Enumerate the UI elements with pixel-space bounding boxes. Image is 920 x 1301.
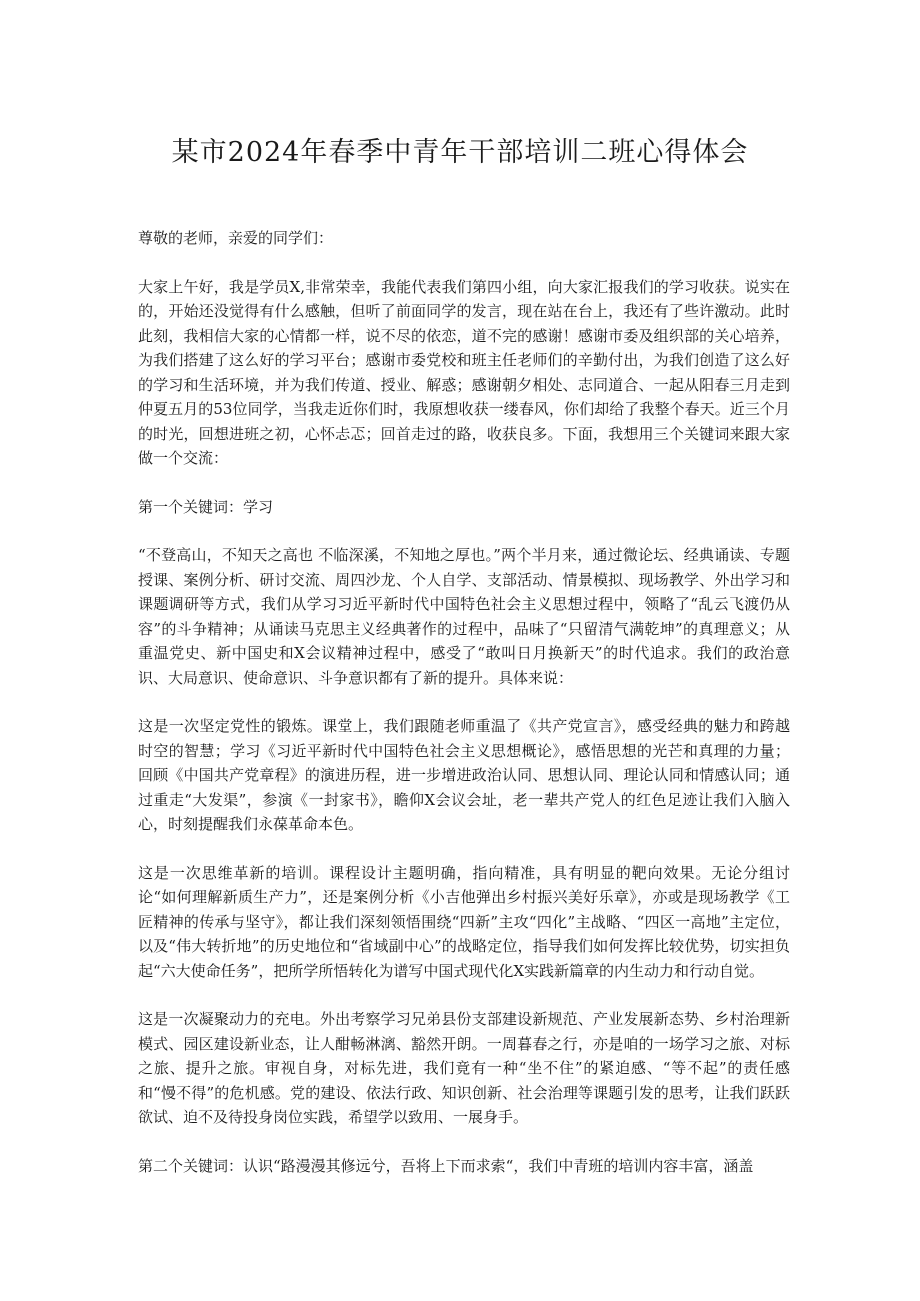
document-body [138, 226, 790, 1178]
thinking-innovation-paragraph: 这是一次思维革新的培训。课程设计主题明确，指向精准，具有明显的靶向效果。无论分组讨论“如何理解新质生产力”，还是案例分析《小吉他弹出乡村振兴美好乐章》，亦或是现场教学《工匠精神的传承与坚守》，都让我们深刻领悟围绕“四新”主攻“四化”主战略、“四区一高地”主定位，以及“伟大转折地”的历史地位和“省域副中心”的战略定位，指导我们如何发挥比较优势，切实担负起“六大使命任务”，把所学所悟转化为谱写中国式现代化X实践新篇章的内生动力和行动自觉。 [138, 863, 790, 980]
learning-paragraph: “不登高山，不知天之高也 不临深溪，不知地之厚也。”两个半月来，通过微论坛、经典诵读、专题授课、案例分析、研讨交流、周四沙龙、个人自学、支部活动、情景模拟、现场教学、外出学习和课题调研等方式，我们从学习习近平新时代中国特色社会主义思想过程中，领略了“乱云飞渡仍从容”的斗争精神；从诵读马克思主义经典著作的过程中，品味了“只留清气满乾坤”的真理意义；从重温党史、新中国史和X会议精神过程中，感受了“敢叫日月换新天”的时代追求。我们的政治意识、大局意识、使命意识、斗争意识都有了新的提升。具体来说： [138, 546, 790, 687]
motivation-paragraph: 这是一次凝聚动力的充电。外出考察学习兄弟县份支部建设新规范、产业发展新态势、乡村治理新模式、园区建设新业态，让人酣畅淋漓、豁然开朗。一周暮春之行，亦是咱的一场学习之旅、对标之旅、提升之旅。审视自身，对标先进，我们竟有一种“坐不住”的紧迫感、“等不起”的责任感和“慢不得”的危机感。党的建设、依法行政、知识创新、社会治理等课题引发的思考，让我们跃跃欲试、迫不及待投身岗位实践，希望学以致用、一展身手。 [138, 1010, 790, 1126]
document-title: 某市2024年春季中青年干部培训二班心得体会 [171, 137, 749, 168]
keyword-one-heading: 第一个关键词：学习 [138, 497, 274, 516]
opening-paragraph: 大家上午好，我是学员X,非常荣幸，我能代表我们第四小组，向大家汇报我们的学习收获。说实在的，开始还没觉得有什么感触，但听了前面同学的发言，现在站在台上，我还有了些许激动。此时此刻，我相信大家的心情都一样，说不尽的依恋，道不完的感谢！感谢市委及组织部的关心培养，为我们搭建了这么好的学习平台；感谢市委党校和班主任老师们的辛勤付出，为我们创造了这么好的学习和生活环境，并为我们传道、授业、解惑；感谢朝夕相处、志同道合、一起从阳春三月走到仲夏五月的53位同学，当我走近你们时，我原想收获一缕春风，你们却给了我整个春天。近三个月的时光，回想进班之初，心怀忐忑；回首走过的路，收获良多。下面，我想用三个关键词来跟大家做一个交流： [138, 277, 790, 467]
keyword-two-paragraph: 第二个关键词：认识“路漫漫其修远兮，吾将上下而求索“，我们中青班的培训内容丰富，涵盖 [138, 1156, 754, 1175]
salutation-paragraph: 尊敬的老师，亲爱的同学们： [138, 229, 334, 247]
party-spirit-paragraph: 这是一次坚定党性的锻炼。课堂上，我们跟随老师重温了《共产党宣言》，感受经典的魅力和跨越时空的智慧；学习《习近平新时代中国特色社会主义思想概论》，感悟思想的光芒和真理的力量；回顾《中国共产党章程》的演进历程，进一步增进政治认同、思想认同、理论认同和情感认同；通过重走“大发渠”，参演《一封家书》，瞻仰X会议会址，老一辈共产党人的红色足迹让我们入脑入心，时刻提醒我们永葆革命本色。 [138, 717, 790, 833]
